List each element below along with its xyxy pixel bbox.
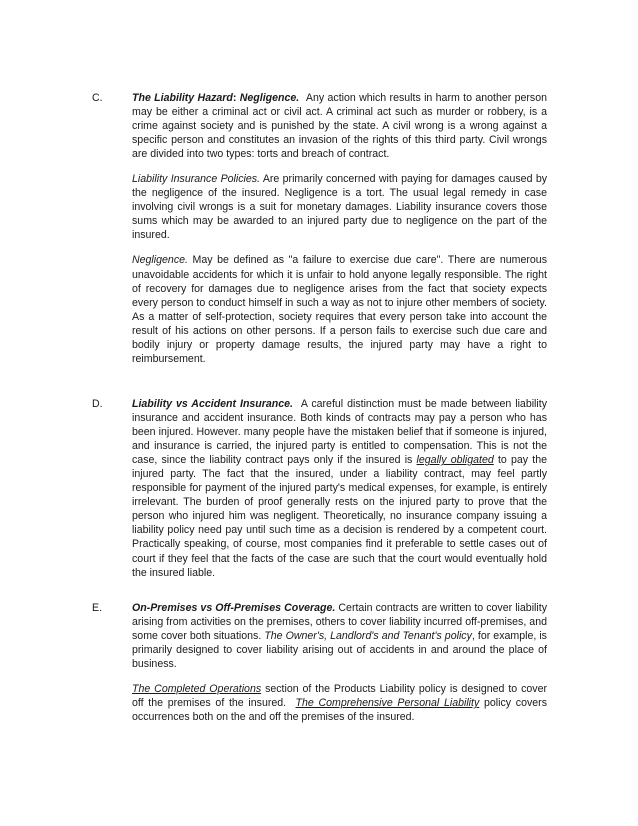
section-letter: D. — [92, 398, 103, 410]
emphasis: legally obligated — [416, 454, 494, 467]
paragraph-text: Certain contracts are written to cover liability arising from activities on the premises, others to cover liability incurred off-premises, and some cover both situations. — [132, 602, 547, 643]
heading: Negligence. — [239, 92, 300, 104]
section-c — [92, 91, 547, 377]
paragraph-text: May be defined as "a failure to exercise due care". There are numerous unavoidable accidents for which it is unfair to hold anyone legally responsible. The right of recovery for damages due to negligence arises from the fact that society expects every person to conduct himself in such a way as not to injure other members of society. As a matter of self-protection, society requires that every person take into account the result of his actions on other persons. If a person fails to exercise such due care and bodily injury or property damage results, the injured party may have a right to reimbursement. — [132, 254, 547, 365]
heading: The Liability Hazard — [132, 92, 233, 104]
section-d — [92, 397, 547, 591]
section-body — [132, 397, 547, 580]
paragraph-text: , for example, is primarily designed to cover liability arising out of accidents in and around the place of business. — [132, 630, 547, 671]
paragraph-text: Any action which results in harm to another person may be either a criminal act or civil act. A criminal act such as murder or robbery, is a crime against society and is punished by the state. A civil wrong is a wrong against a specific person and constitutes an invasion of the rights of this third party. Civil wrongs are divided into two types: torts and breach of contract. — [132, 92, 547, 161]
paragraph-text: A careful distinction must be made between liability insurance and accident insurance. Both kinds of contracts may pay a person who has been injured. However. many people have the mistaken belief that if someone is injured, and insurance is carried, the injured party is entitled to compensation. This is not the case, since the liability contract pays only if the insured is — [132, 398, 548, 467]
emphasis: The Owner's, Landlord's and Tenant's policy — [264, 630, 472, 643]
section-letter: E. — [92, 602, 103, 614]
paragraph — [132, 601, 547, 671]
subheading: Negligence. — [132, 254, 188, 267]
heading-colon: : — [232, 92, 237, 104]
section-letter: C. — [92, 92, 103, 104]
paragraph-text: section of the Products Liability policy is designed to cover off the premises of the insured. — [132, 683, 547, 710]
paragraph — [132, 91, 547, 161]
section-body — [132, 91, 547, 366]
paragraph-text: Are primarily concerned with paying for damages caused by the negligence of the insured. Negligence is a tort. The usual legal remedy in case involving civil wrongs is a suit for monetary damages. Liability insurance covers those sums which may be awarded to an injured party due to negligence on the part of the insured. — [132, 173, 548, 242]
subheading: Liability Insurance Policies. — [132, 173, 261, 186]
heading: On-Premises vs Off-Premises Coverage. — [132, 602, 336, 614]
emphasis: The Comprehensive Personal Liability — [295, 697, 480, 710]
paragraph — [132, 253, 547, 365]
heading: Liability vs Accident Insurance. — [132, 398, 293, 410]
paragraph — [132, 172, 547, 242]
section-e — [92, 601, 547, 735]
paragraph — [132, 397, 547, 580]
paragraph — [132, 682, 547, 724]
paragraph-text: policy covers occurrences both on the and off the premises of the insured. — [132, 697, 547, 724]
paragraph-text: to pay the injured party. The fact that the insured, under a liability contract, may feel partly responsible for payment of the injured party's medical expenses, for example, is entirely irrelevant. The burden of proof generally rests on the injured party to prove that the person who injured him was negligent. Theoretically, no insurance company issuing a liability policy need pay until such time as a decision is rendered by a competent court. Practically speaking, of course, most companies find it preferable to settle cases out of court if they feel that the facts of the case are such that the court would eventually hold the insured liable. — [132, 454, 547, 579]
emphasis: The Completed Operations — [132, 683, 262, 696]
section-body — [132, 601, 547, 724]
